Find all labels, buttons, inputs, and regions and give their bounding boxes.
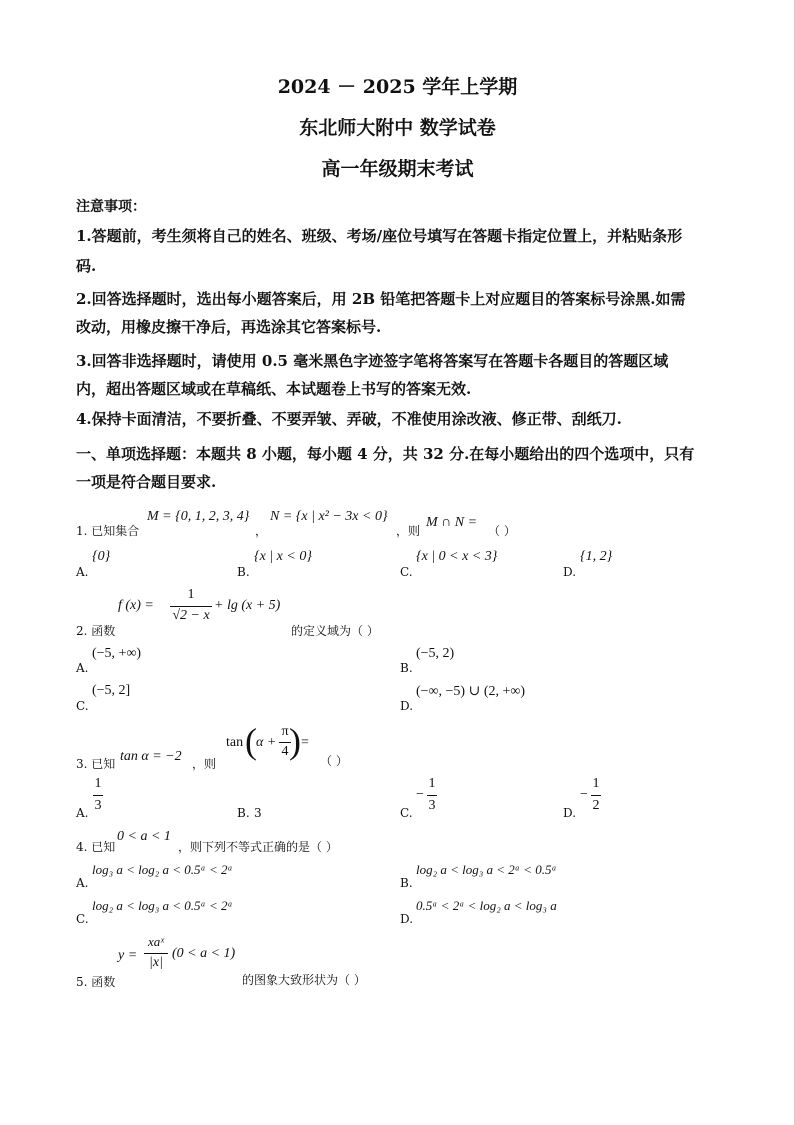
- q1-comma: ，: [255, 524, 268, 538]
- section-1-line2: 一项是符合题目要求.: [76, 473, 217, 491]
- q2-suffix: 的定义域为（ ）: [291, 624, 379, 638]
- q3-option-d-num: 1: [592, 776, 600, 791]
- q3-option-d-sign: −: [580, 787, 588, 802]
- q1-option-c-label: C.: [400, 565, 413, 579]
- q4-option-b: log₂ a < log₃ a < 2ᵃ < 0.5ᵃ: [416, 862, 557, 877]
- q1-prefix: 1. 已知集合: [76, 524, 140, 538]
- q2-option-c-label: C.: [76, 699, 89, 713]
- q1-option-a: {0}: [92, 549, 111, 564]
- q1-option-d: {1, 2}: [580, 549, 613, 564]
- q3-option-c-label: C.: [400, 806, 413, 820]
- q2-option-b-label: B.: [400, 661, 413, 675]
- q3-option-c-sign: −: [416, 787, 424, 802]
- notice-item-2a: 2.回答选择题时，选出每小题答案后，用 2B 铅笔把答题卡上对应题目的答案标号涂黑.如需: [76, 290, 686, 308]
- q3-option-a-num: 1: [94, 776, 102, 791]
- q4-option-c: log₂ a < log₃ a < 0.5ᵃ < 2ᵃ: [92, 898, 233, 913]
- q5-denominator: |x|: [149, 955, 163, 970]
- header-year: 2024 － 2025 学年上学期: [277, 76, 518, 98]
- q1-option-d-label: D.: [563, 565, 577, 579]
- q3-pi: π: [281, 724, 289, 739]
- q2-option-a-label: A.: [76, 661, 89, 675]
- header-school: 东北师大附中 数学试卷: [299, 117, 496, 139]
- q3-option-d-den: 2: [592, 798, 600, 813]
- q1-then: ，则: [396, 524, 421, 538]
- q1-set-n: N = {x | x² − 3x < 0}: [270, 509, 388, 524]
- notice-item-3b: 内，超出答题区域或在草稿纸、本试题卷上书写的答案无效.: [76, 380, 472, 398]
- q1-set-m: M = {0, 1, 2, 3, 4}: [147, 509, 250, 524]
- q4-option-d-label: D.: [400, 912, 414, 926]
- q3-left-paren: (: [245, 721, 257, 761]
- notice-title: 注意事项：: [76, 199, 146, 215]
- q3-four: 4: [281, 744, 289, 759]
- q5-y: y =: [118, 948, 138, 963]
- q1-expr: M ∩ N =: [426, 515, 478, 530]
- q1-option-c: {x | 0 < x < 3}: [416, 549, 498, 564]
- q3-paren: （ ）: [320, 754, 348, 768]
- q2-f-right: + lg (x + 5): [214, 598, 281, 613]
- q5-condition: (0 < a < 1): [172, 946, 236, 961]
- q3-option-d-label: D.: [563, 806, 577, 820]
- q2-denominator: √2 − x: [172, 608, 210, 623]
- q3-option-b-label: B.: [237, 806, 250, 820]
- q1-paren: （ ）: [488, 524, 516, 538]
- q3-then: ，则: [192, 757, 217, 771]
- q3-right-paren: ): [289, 721, 301, 761]
- q3-alpha: α +: [256, 735, 277, 750]
- q4-option-d: 0.5ᵃ < 2ᵃ < log₂ a < log₃ a: [416, 898, 557, 913]
- q5-prefix: 5. 函数: [76, 975, 116, 989]
- q4-option-a: log₃ a < log₂ a < 0.5ᵃ < 2ᵃ: [92, 862, 233, 877]
- q2-option-b: (−5, 2): [416, 646, 455, 661]
- q2-prefix: 2. 函数: [76, 624, 116, 638]
- q3-option-a-bar: [93, 795, 103, 796]
- q3-option-a-den: 3: [94, 798, 102, 813]
- q4-option-b-label: B.: [400, 876, 413, 890]
- section-1-line1: 一、单项选择题：本题共 8 小题，每小题 4 分，共 32 分.在每小题给出的四个选项中，只有: [76, 445, 695, 463]
- q3-option-a-label: A.: [76, 806, 89, 820]
- q5-suffix: 的图象大致形状为（ ）: [242, 973, 366, 987]
- q4-suffix: ，则下列不等式正确的是（ ）: [178, 840, 338, 854]
- q4-option-c-label: C.: [76, 912, 89, 926]
- notice-item-2b: 改动，用橡皮擦干净后，再选涂其它答案标号.: [76, 318, 382, 336]
- q4-prefix: 4. 已知: [76, 840, 116, 854]
- q3-condition: tan α = −2: [120, 749, 182, 764]
- q1-option-b-label: B.: [237, 565, 250, 579]
- q2-option-c: (−5, 2]: [92, 683, 131, 698]
- q2-f-left: f (x) =: [118, 598, 154, 613]
- q3-equals: =: [301, 735, 309, 750]
- q4-option-a-label: A.: [76, 876, 89, 890]
- notice-item-4: 4.保持卡面清洁，不要折叠、不要弄皱、弄破，不准使用涂改液、修正带、刮纸刀.: [76, 410, 622, 428]
- notice-item-1a: 1.答题前，考生须将自己的姓名、班级、考场/座位号填写在答题卡指定位置上，并粘贴条形: [76, 227, 683, 245]
- q3-option-c-bar: [427, 795, 437, 796]
- q3-option-c-num: 1: [428, 776, 436, 791]
- q2-option-a: (−5, +∞): [92, 646, 142, 661]
- q3-option-b: 3: [254, 806, 262, 820]
- q2-fraction-bar: [170, 606, 212, 607]
- q3-prefix: 3. 已知: [76, 757, 116, 771]
- q1-option-b: {x | x < 0}: [254, 549, 312, 564]
- q2-numerator: 1: [187, 587, 195, 602]
- q4-condition: 0 < a < 1: [117, 829, 171, 844]
- q3-tan: tan: [226, 735, 244, 750]
- notice-item-1b: 码.: [76, 257, 97, 275]
- notice-item-3a: 3.回答非选择题时，请使用 0.5 毫米黑色字迹签字笔将答案写在答题卡各题目的答题区域: [76, 352, 669, 370]
- q5-fraction-bar: [144, 953, 168, 954]
- header-exam: 高一年级期末考试: [321, 158, 474, 180]
- q5-numerator: xaˣ: [148, 934, 164, 949]
- q1-option-a-label: A.: [76, 565, 89, 579]
- q3-option-c-den: 3: [428, 798, 436, 813]
- q2-option-d: (−∞, −5) ∪ (2, +∞): [416, 684, 526, 699]
- q2-option-d-label: D.: [400, 699, 414, 713]
- q3-option-d-bar: [591, 795, 601, 796]
